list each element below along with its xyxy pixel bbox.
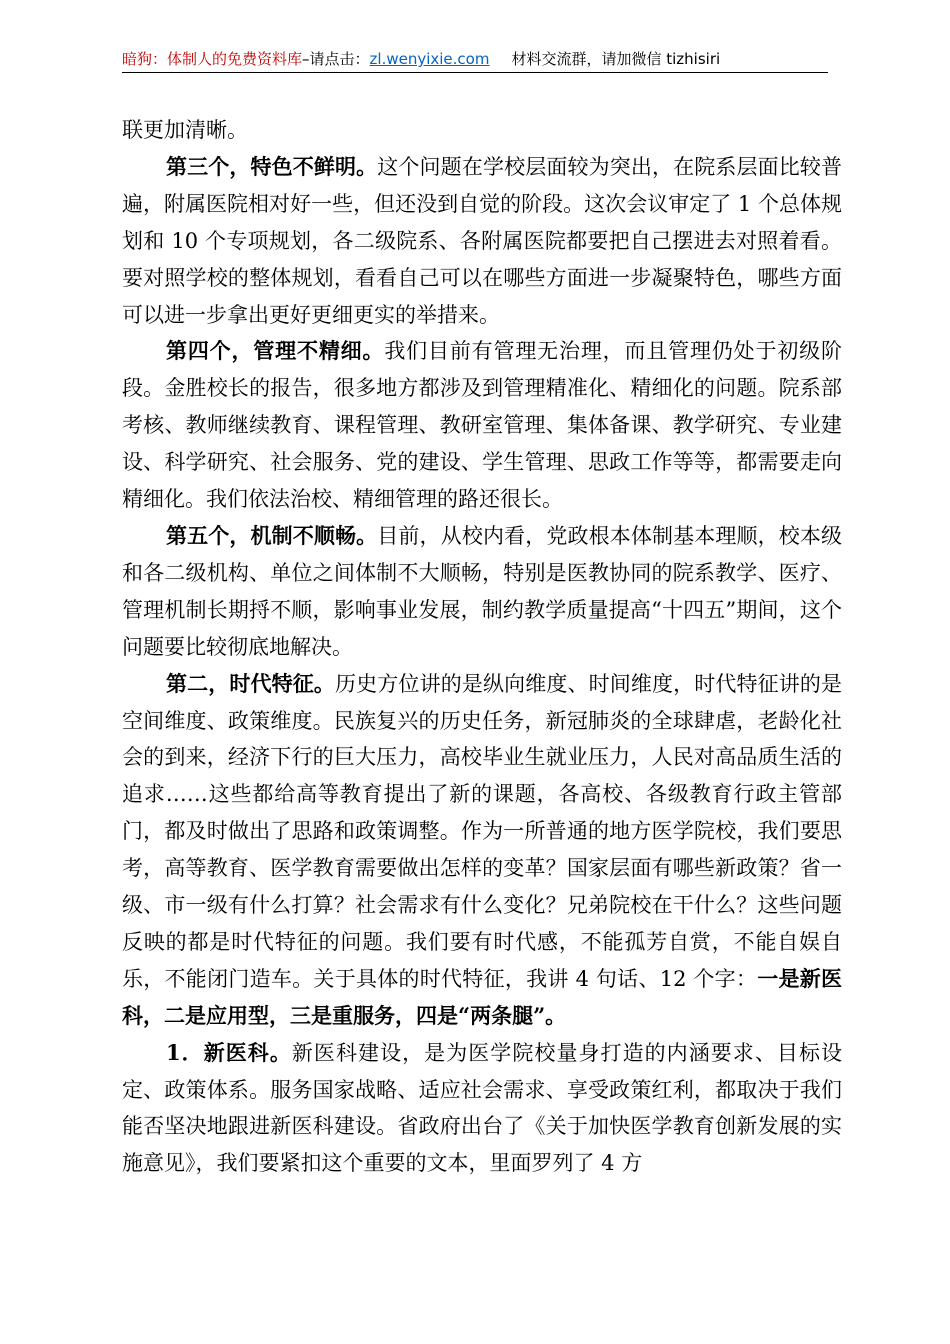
paragraph-lead: 第五个，机制不顺畅。 <box>166 522 378 548</box>
paragraph-lead: 第二，时代特征。 <box>166 670 336 696</box>
paragraph-text: 我们目前有管理无治理，而且管理仍处于初级阶段。金胜校长的报告，很多地方都涉及到管理精准化、精细化的问题。院系部考核、教师继续教育、课程管理、教研室管理、集体备课、教学研究、专业建设、科学研究、社会服务、党的建设、学生管理、思政工作等等，都需要走向精细化。我们依法治校、精细管理的路还很长。 <box>122 339 843 512</box>
paragraph-1 <box>122 112 842 149</box>
paragraph-2 <box>122 149 842 334</box>
paragraph-lead: 第三个，特色不鲜明。 <box>166 153 378 179</box>
header-brand: 暗狗：体制人的免费资料库 <box>122 50 303 68</box>
paragraph-lead: 1．新医科。 <box>166 1039 292 1065</box>
paragraph-4 <box>122 518 842 666</box>
header-divider <box>122 72 828 73</box>
paragraph-5 <box>122 666 842 1035</box>
page-header <box>122 48 828 70</box>
paragraph-text: 目前，从校内看，党政根本体制基本理顺，校本级和各二级机构、单位之间体制不大顺畅，特别是医教协同的院系教学、医疗、管理机制长期捋不顺，影响事业发展，制约教学质量提高“十四五”期间，这个问题要比较彻底地解决。 <box>122 523 843 659</box>
paragraph-text: 历史方位讲的是纵向维度、时间维度，时代特征讲的是空间维度、政策维度。民族复兴的历史任务，新冠肺炎的全球肆虐，老龄化社会的到来，经济下行的巨大压力，高校毕业生就业压力，人民对高品质生活的追求……这些都给高等教育提出了新的课题，各高校、各级教育行政主管部门，都及时做出了思路和政策调整。作为一所普通的地方医学院校，我们要思考，高等教育、医学教育需要做出怎样的变革？国家层面有哪些新政策？省一级、市一级有什么打算？社会需求有什么变化？兄弟院校在干什么？这些问题反映的都是时代特征的问题。我们要有时代感，不能孤芳自赏，不能自娱自乐，不能闭门造车。关于具体的时代特征，我讲 4 句话、12 个字： <box>122 671 843 991</box>
paragraph-text: 新医科建设，是为医学院校量身打造的内涵要求、目标设定、政策体系。服务国家战略、适应社会需求、享受政策红利，都取决于我们能否坚决地跟进新医科建设。省政府出台了《关于加快医学教育创新发展的实施意见》，我们要紧扣这个重要的文本，里面罗列了 4 方 <box>122 1040 842 1176</box>
paragraph-tail: 一是新医科，二是应用型，三是重服务，四是“两条腿”。 <box>122 965 843 1028</box>
header-contact: 材料交流群，请加微信 tizhisiri <box>511 50 721 68</box>
paragraph-lead: 第四个，管理不精细。 <box>166 338 385 364</box>
paragraph-text: 这个问题在学校层面较为突出，在院系层面比较普遍，附属医院相对好一些，但还没到自觉的阶段。这次会议审定了 1 个总体规划和 10 个专项规划，各二级院系、各附属医院都要把自己摆进去对照着看。要对照学校的整体规划，看看自己可以在哪些方面进一步凝聚特色，哪些方面可以进一步拿出更好更细更实的举措来。 <box>122 154 843 327</box>
header-prompt: –请点击： <box>302 50 370 68</box>
document-body <box>122 112 842 1182</box>
paragraph-3 <box>122 333 842 518</box>
paragraph-6 <box>122 1035 842 1183</box>
header-url-link[interactable]: zl.wenyixie.com <box>369 50 490 68</box>
paragraph-text: 联更加清晰。 <box>122 118 248 142</box>
